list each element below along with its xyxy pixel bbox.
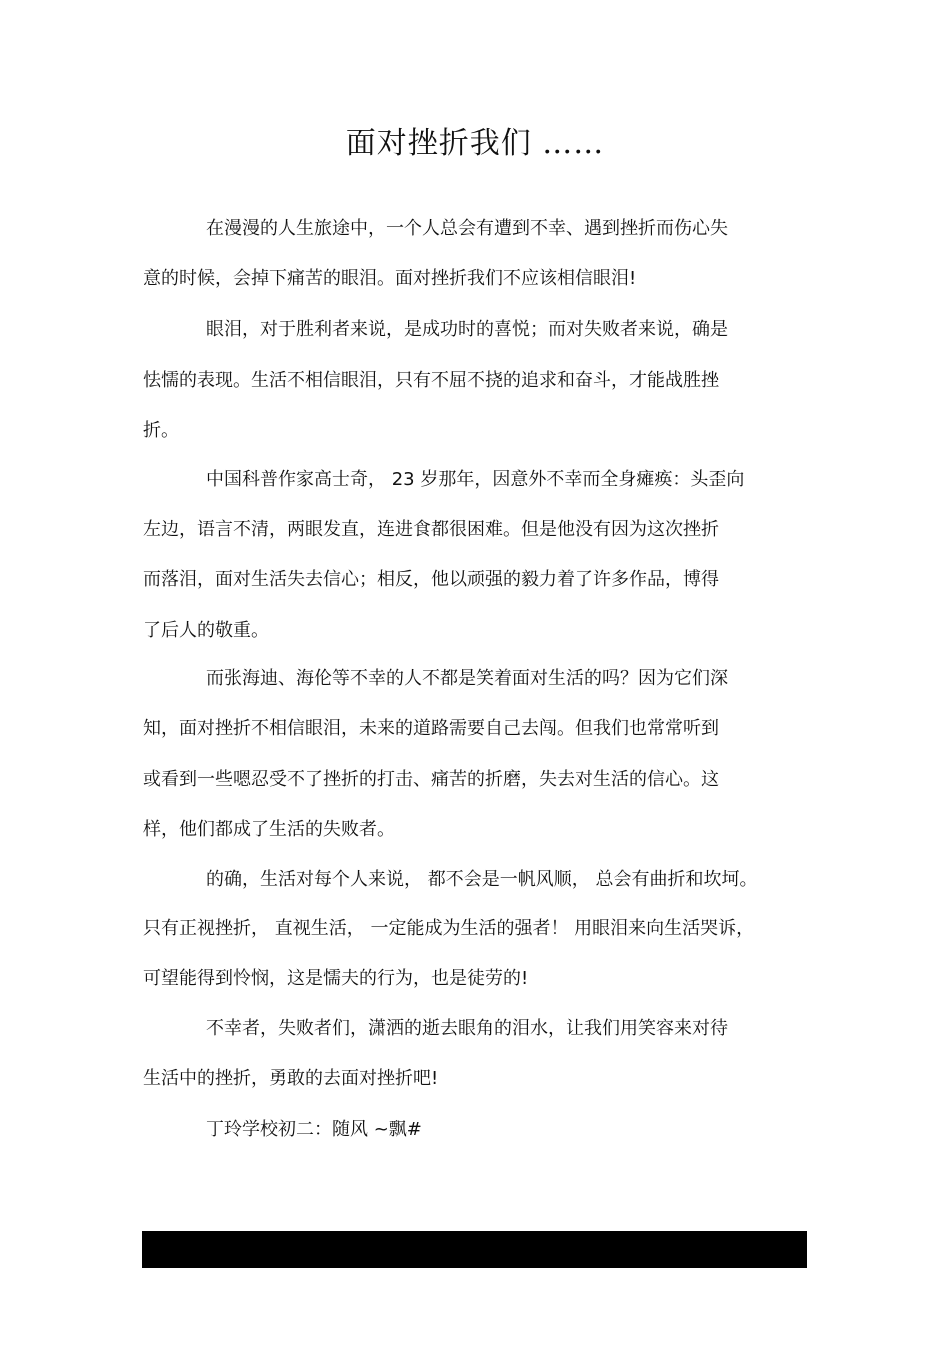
text-line-16: 可望能得到怜悯，这是懦夫的行为，也是徒劳的! — [143, 968, 529, 989]
text-line-10: 而张海迪、海伦等不幸的人不都是笑着面对生活的吗？因为它们深 — [206, 668, 728, 689]
text-line-17: 不幸者，失败者们，潇洒的逝去眼角的泪水，让我们用笑容来对待 — [206, 1018, 728, 1039]
text-line-1: 在漫漫的人生旅途中，一个人总会有遭到不幸、遇到挫折而伤心失 — [206, 218, 728, 239]
author-signature: 丁玲学校初二：随风 ~飘# — [206, 1119, 422, 1140]
text-line-9: 了后人的敬重。 — [143, 620, 269, 641]
text-line-5: 折。 — [143, 420, 179, 441]
text-line-7: 左边，语言不清，两眼发直，连进食都很困难。但是他没有因为这次挫折 — [143, 519, 719, 540]
text-line-2: 意的时候，会掉下痛苦的眼泪。面对挫折我们不应该相信眼泪! — [143, 268, 637, 289]
text-line-18: 生活中的挫折，勇敢的去面对挫折吧! — [143, 1068, 439, 1089]
text-line-4: 怯懦的表现。生活不相信眼泪，只有不屈不挠的追求和奋斗，才能战胜挫 — [143, 370, 719, 391]
text-line-13: 样，他们都成了生活的失败者。 — [143, 819, 395, 840]
text-line-8: 而落泪，面对生活失去信心；相反，他以顽强的毅力着了许多作品，博得 — [143, 569, 719, 590]
text-line-12: 或看到一些嗯忍受不了挫折的打击、痛苦的折磨，失去对生活的信心。这 — [143, 769, 719, 790]
footer-black-bar — [142, 1231, 807, 1268]
text-line-14: 的确，生活对每个人来说， 都不会是一帆风顺， 总会有曲折和坎坷。 — [206, 869, 758, 890]
text-line-15: 只有正视挫折， 直视生活， 一定能成为生活的强者！ 用眼泪来向生活哭诉， — [143, 918, 755, 939]
text-line-3: 眼泪，对于胜利者来说，是成功时的喜悦；而对失败者来说，确是 — [206, 319, 728, 340]
text-line-6: 中国科普作家高士奇， 23 岁那年，因意外不幸而全身瘫痪：头歪向 — [206, 469, 745, 490]
document-title: 面对挫折我们 …… — [345, 126, 605, 161]
text-line-11: 知，面对挫折不相信眼泪，未来的道路需要自己去闯。但我们也常常听到 — [143, 718, 719, 739]
